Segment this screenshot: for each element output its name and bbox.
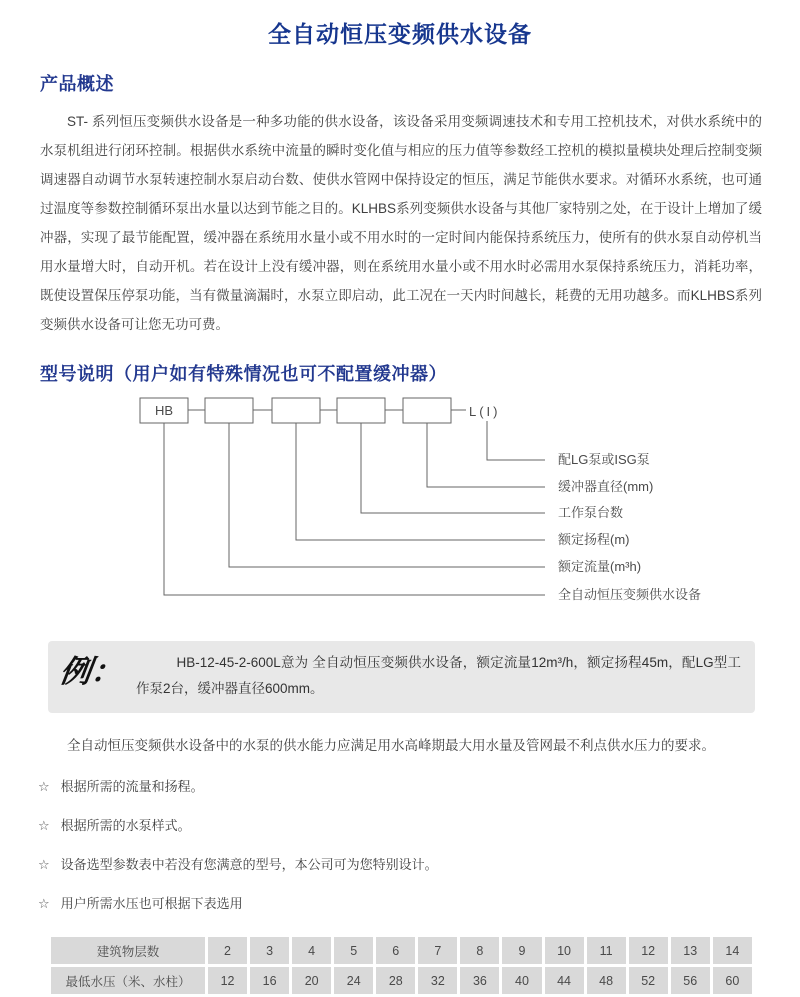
bullet-text: 设备选型参数表中若没有您满意的型号，本公司可为您特别设计。 — [60, 857, 438, 872]
table-row-floors — [51, 937, 752, 964]
table-cell-pressure: 40 — [502, 967, 541, 994]
example-marker: 例： — [57, 654, 125, 690]
model-field-box-head — [272, 398, 320, 423]
table-cell-pressure: 32 — [418, 967, 457, 994]
document-page — [0, 16, 800, 989]
diagram-label-series-name: 全自动恒压变频供水设备 — [558, 587, 702, 602]
pressure-table — [48, 934, 755, 997]
table-row-pressures — [51, 967, 752, 994]
table-cell-pressure: 12 — [208, 967, 247, 994]
table-cell-pressure: 44 — [545, 967, 584, 994]
diagram-label-pump-count: 工作泵台数 — [558, 505, 624, 520]
bullet-item-flow-head — [38, 777, 760, 796]
model-heading: 型号说明（用户如有特殊情况也可不配置缓冲器） — [40, 364, 447, 384]
table-cell-floor: 10 — [545, 937, 584, 964]
table-cell-pressure: 48 — [587, 967, 626, 994]
example-text: HB-12-45-2-600L意为 全自动恒压变频供水设备，额定流量12m³/h，额定扬程45m，配LG型工作泵2台，缓冲器直径600mm。 — [136, 655, 741, 696]
model-suffix-text: L(I) — [469, 404, 501, 419]
model-prefix-text: HB — [154, 403, 174, 418]
model-diagram-svg — [40, 390, 760, 618]
table-cell-pressure: 36 — [460, 967, 499, 994]
diagram-label-rated-flow: 额定流量(m³h) — [558, 559, 642, 574]
bullet-text: 用户所需水压也可根据下表选用 — [60, 896, 243, 911]
table-cell-floor: 5 — [334, 937, 373, 964]
table-row-label: 建筑物层数 — [51, 937, 205, 964]
table-cell-pressure: 56 — [671, 967, 710, 994]
table-cell-floor: 6 — [376, 937, 415, 964]
bullet-item-custom-design — [38, 855, 760, 874]
selection-intro: 全自动恒压变频供水设备中的水泵的供水能力应满足用水高峰期最大用水量及管网最不利点供水压力的要求。 — [67, 738, 715, 753]
table-cell-floor: 3 — [250, 937, 289, 964]
table-cell-floor: 8 — [460, 937, 499, 964]
table-cell-floor: 14 — [713, 937, 752, 964]
overview-paragraph: ST- 系列恒压变频供水设备是一种多功能的供水设备，该设备采用变频调速技术和专用工控机技术，对供水系统中的水泵机组进行闭环控制。根据供水系统中流量的瞬时变化值与相应的压力值等参数经工控机的模拟量模块处理后控制变频调速器自动调节水泵转速控制水泵启动台数、使供水管网中保持设定的恒压，满足节能供水要求。对循环水系统，也可通过温度等参数控制循环泵出水量以达到节能之目的。KLHBS系列变频供水设备与其他厂家特别之处，在于设计上增加了缓冲器，实现了最节能配置，缓冲器在系统用水量小或不用水时的一定时间内能保持系统压力，使所有的供水泵自动停机当用水量增大时，自动开机。若在设计上没有缓冲器，则在系统用水量小或不用水时必需用水泵保持系统压力，消耗功率，既使设置保压停泵功能，当有微量滴漏时，水泵立即启动，此工况在一天内时间越长，耗费的无用功越多。而KLHBS系列变频供水设备可让您无功可费。 — [40, 114, 762, 332]
table-cell-pressure: 28 — [376, 967, 415, 994]
model-field-box-flow — [205, 398, 253, 423]
table-cell-pressure: 52 — [629, 967, 668, 994]
star-icon: ☆ — [38, 779, 50, 794]
bullet-item-pump-style — [38, 816, 760, 835]
table-cell-floor: 9 — [502, 937, 541, 964]
star-icon: ☆ — [38, 818, 50, 833]
bullet-item-pressure-table — [38, 894, 760, 913]
table-cell-pressure: 60 — [713, 967, 752, 994]
overview-heading: 产品概述 — [40, 74, 114, 94]
diagram-label-pump-type: 配LG泵或ISG泵 — [558, 452, 650, 467]
model-number-diagram — [40, 390, 800, 618]
table-cell-floor: 12 — [629, 937, 668, 964]
example-callout — [48, 641, 755, 713]
model-field-box-pumps — [337, 398, 385, 423]
model-field-box-buffer — [403, 398, 451, 423]
table-cell-pressure: 20 — [292, 967, 331, 994]
diagram-label-rated-head: 额定扬程(m) — [558, 532, 630, 547]
diagram-label-buffer-dia: 缓冲器直径(mm) — [558, 479, 654, 494]
star-icon: ☆ — [38, 896, 50, 911]
table-cell-floor: 2 — [208, 937, 247, 964]
star-icon: ☆ — [38, 857, 50, 872]
bullet-text: 根据所需的水泵样式。 — [60, 818, 191, 833]
page-title: 全自动恒压变频供水设备 — [268, 21, 532, 47]
table-cell-floor: 11 — [587, 937, 626, 964]
table-cell-floor: 4 — [292, 937, 331, 964]
table-cell-floor: 7 — [418, 937, 457, 964]
bullet-text: 根据所需的流量和扬程。 — [60, 779, 204, 794]
table-cell-pressure: 24 — [334, 967, 373, 994]
table-cell-pressure: 16 — [250, 967, 289, 994]
table-cell-floor: 13 — [671, 937, 710, 964]
table-row-label: 最低水压（米、水柱） — [51, 967, 205, 994]
